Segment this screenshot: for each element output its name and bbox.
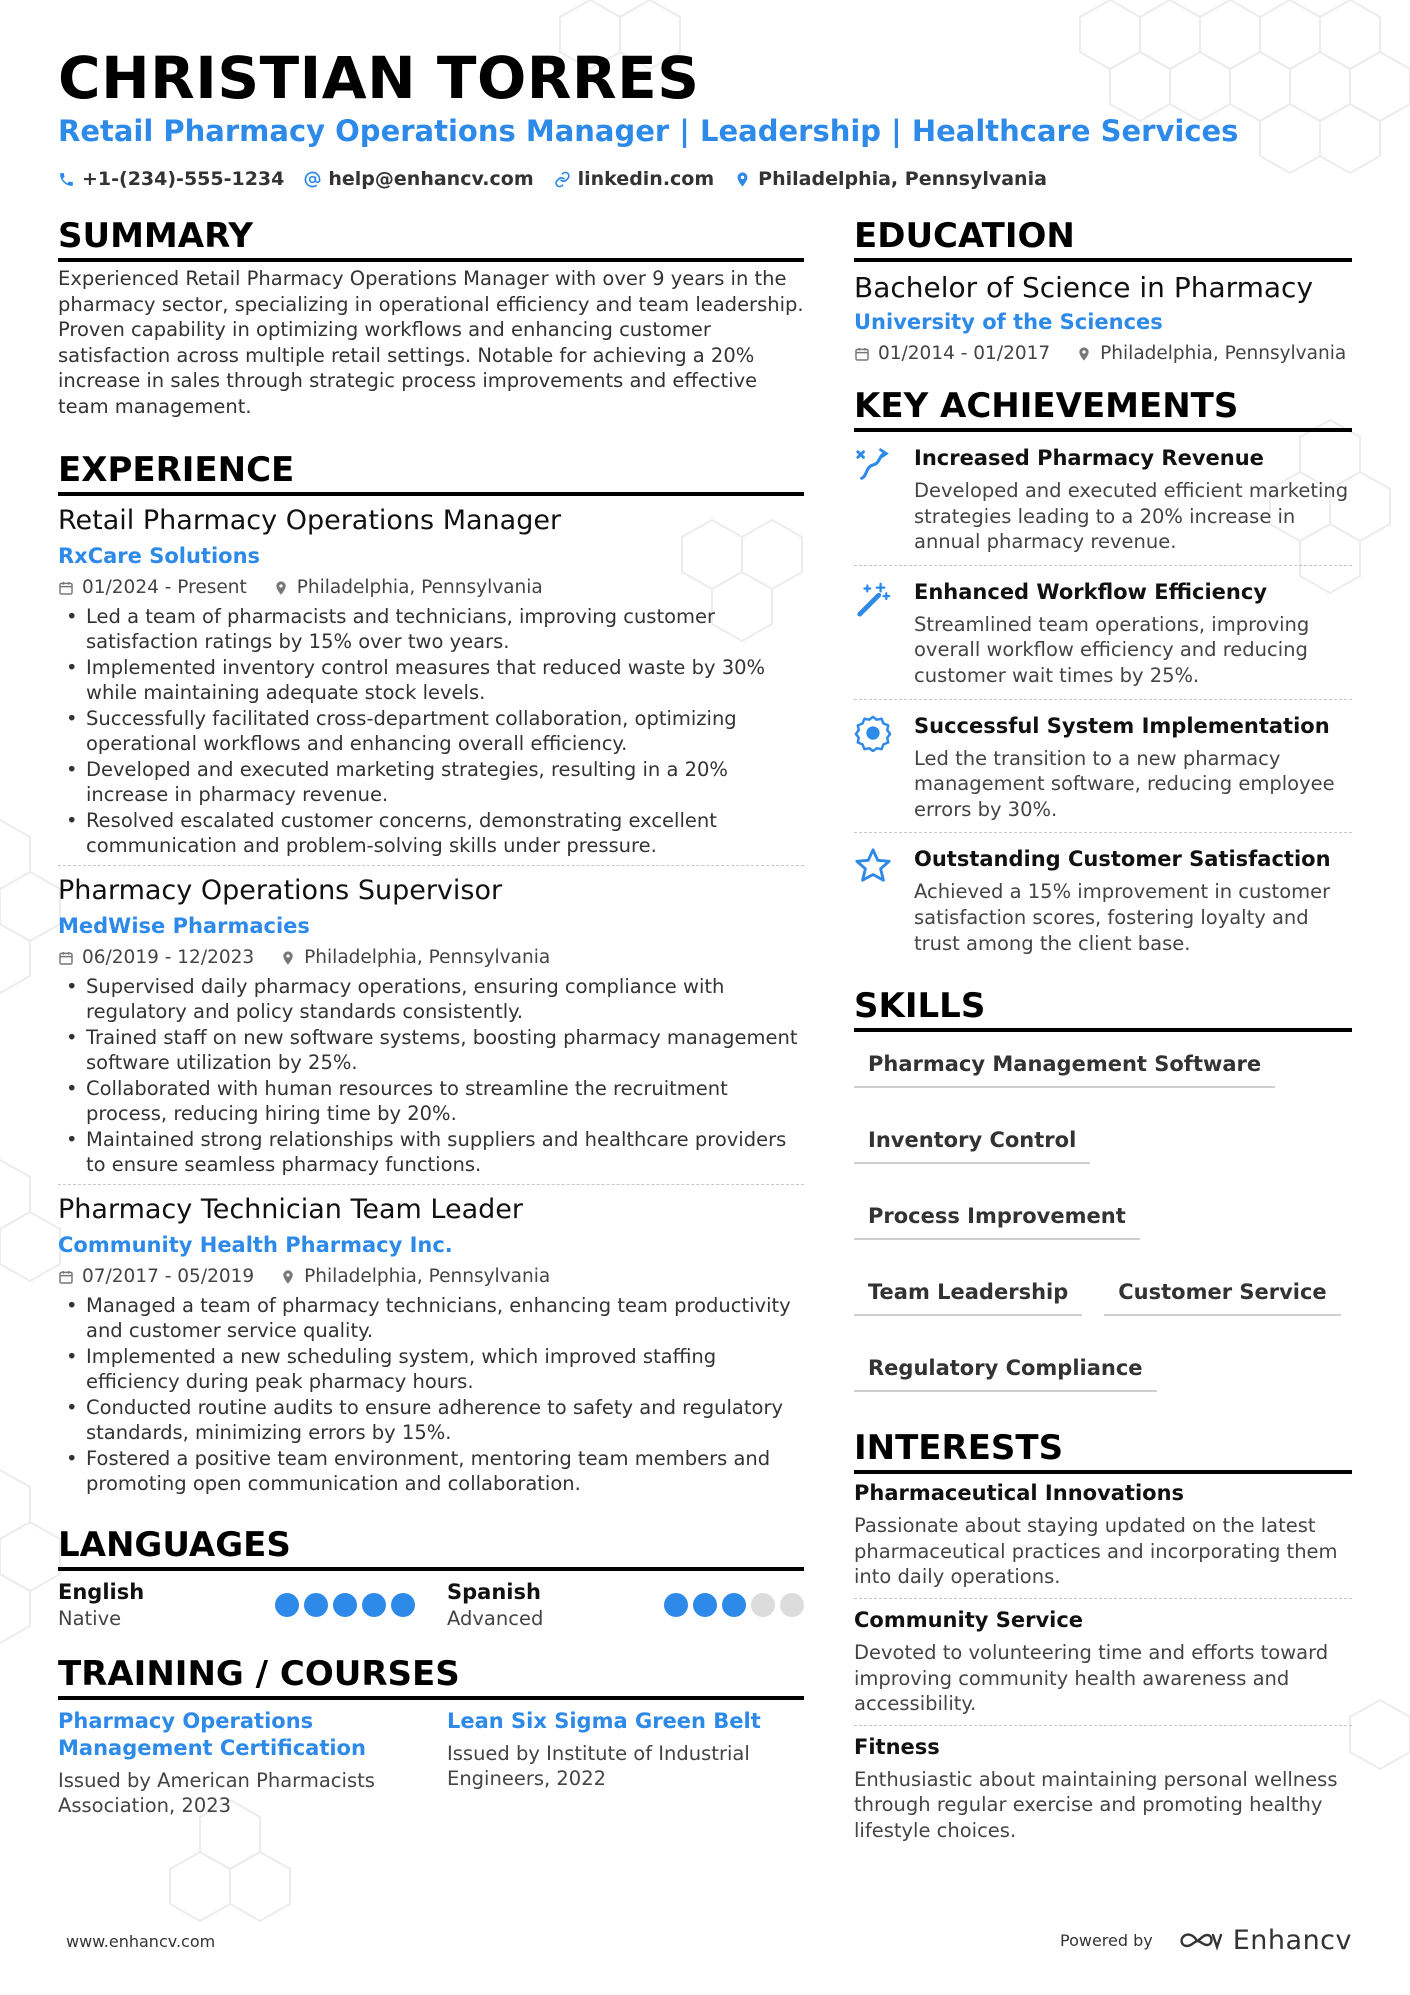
achievement-desc: Achieved a 15% improvement in customer satisfaction scores, fostering loyalty and trust among the client base.: [914, 880, 1331, 955]
brand-logo[interactable]: [1177, 1925, 1352, 1956]
footer-website[interactable]: www.enhancv.com: [66, 1932, 216, 1951]
job-bullets: [58, 1293, 804, 1497]
bullet-item: • Led a team of pharmacists and technicians, improving customer satisfaction ratings by 15% over two years.: [58, 604, 804, 655]
experience-heading: EXPERIENCE: [58, 450, 804, 496]
education-meta: [854, 342, 1352, 366]
achievements-heading: KEY ACHIEVEMENTS: [854, 386, 1352, 432]
achievement-icon-wrap: [854, 578, 896, 689]
skill-tag: Process Improvement: [854, 1196, 1140, 1240]
language-name: Spanish: [447, 1579, 541, 1604]
language-item: [447, 1579, 804, 1632]
calendar-icon: [854, 346, 870, 362]
award-badge-icon: [854, 714, 892, 752]
map-pin-icon: [734, 171, 751, 188]
star-icon: [854, 847, 892, 885]
education-dates: [854, 342, 1050, 366]
location-text: Philadelphia, Pennsylvania: [758, 168, 1047, 190]
rating-dot-filled: [664, 1593, 688, 1617]
phone-text: +1-(234)-555-1234: [82, 168, 285, 190]
map-pin-icon: [280, 1269, 296, 1285]
experience-entry: [58, 504, 804, 866]
bullet-item: • Maintained strong relationships with suppliers and healthcare providers to ensure seamless pharmacy functions.: [58, 1127, 804, 1178]
interests-heading: INTERESTS: [854, 1428, 1352, 1474]
rating-dot-filled: [722, 1593, 746, 1617]
interest-title: Community Service: [854, 1607, 1084, 1632]
languages-list: [58, 1579, 804, 1632]
contact-linkedin[interactable]: [554, 168, 715, 190]
skill-tag: Team Leadership: [854, 1272, 1082, 1316]
achievement-icon-wrap: [854, 444, 896, 555]
bullet-item: • Successfully facilitated cross-department collaboration, optimizing operational workflows and enhancing overall efficiency.: [58, 706, 804, 757]
bullet-item: • Managed a team of pharmacy technicians, enhancing team productivity and customer service quality.: [58, 1293, 804, 1344]
map-pin-icon: [280, 950, 296, 966]
education-heading: EDUCATION: [854, 216, 1352, 262]
bullet-item: • Supervised daily pharmacy operations, ensuring compliance with regulatory and policy standards consistently.: [58, 974, 804, 1025]
bullet-item: • Fostered a positive team environment, mentoring team members and promoting open communication and collaboration.: [58, 1446, 804, 1497]
experience-entry: [58, 1193, 804, 1503]
calendar-icon: [58, 950, 74, 966]
at-sign-icon: [304, 171, 321, 188]
bullet-item: • Developed and executed marketing strategies, resulting in a 20% increase in pharmacy revenue.: [58, 757, 804, 808]
rating-dot-empty: [780, 1593, 804, 1617]
company-name: RxCare Solutions: [58, 543, 261, 568]
rating-dot-empty: [751, 1593, 775, 1617]
job-meta: [58, 946, 804, 970]
interest-item: [854, 1474, 1352, 1599]
contact-bar: [58, 168, 1047, 190]
left-column: [58, 216, 804, 1819]
skills-section: [854, 986, 1352, 1392]
achievement-item: [854, 833, 1352, 966]
language-rating: [275, 1593, 415, 1617]
interest-item: [854, 1726, 1352, 1852]
language-level: Native: [58, 1606, 122, 1630]
rating-dot-filled: [693, 1593, 717, 1617]
footer-branding: [1060, 1925, 1352, 1956]
bullet-item: • Resolved escalated customer concerns, demonstrating excellent communication and problem-solving skills under pressure.: [58, 808, 804, 859]
job-meta: [58, 576, 804, 600]
rating-dot-filled: [304, 1593, 328, 1617]
achievement-icon-wrap: [854, 845, 896, 956]
achievement-desc: Streamlined team operations, improving overall workflow efficiency and reducing customer wait times by 25%.: [914, 612, 1310, 687]
job-meta: [58, 1265, 804, 1289]
achievement-title: Outstanding Customer Satisfaction: [914, 847, 1331, 872]
magic-wand-icon: [854, 580, 892, 618]
summary-text: Experienced Retail Pharmacy Operations Manager with over 9 years in the pharmacy sector, specializing in operational efficiency and team leadership. Proven capability in optimizing workflows and enhancing customer satisfaction across multiple retail settings. Notable for achieving a 20% increase in sales through strategic process improvements and effective team management.: [58, 267, 804, 418]
job-dates-text: 06/2019 - 12/2023: [82, 946, 255, 968]
courses-list: [58, 1708, 804, 1819]
job-location: [280, 1265, 550, 1289]
rating-dot-filled: [333, 1593, 357, 1617]
job-bullets: [58, 974, 804, 1178]
interest-title: Pharmaceutical Innovations: [854, 1481, 1185, 1506]
language-name: English: [58, 1579, 145, 1604]
skills-heading: SKILLS: [854, 986, 1352, 1032]
achievements-section: [854, 386, 1352, 966]
route-icon: [854, 446, 892, 484]
job-title: Pharmacy Technician Team Leader: [58, 1193, 524, 1225]
interest-desc: Passionate about staying updated on the latest pharmaceutical practices and incorporating them into daily operations.: [854, 1514, 1338, 1589]
job-location: [280, 946, 550, 970]
course-issuer: Issued by American Pharmacists Association, 2023: [58, 1768, 375, 1818]
rating-dot-filled: [391, 1593, 415, 1617]
language-item: [58, 1579, 415, 1632]
candidate-name: CHRISTIAN TORRES: [58, 44, 700, 112]
interests-section: [854, 1428, 1352, 1851]
brand-name: Enhancv: [1232, 1925, 1352, 1956]
bullet-item: • Collaborated with human resources to streamline the recruitment process, reducing hiring time by 20%.: [58, 1076, 804, 1127]
achievement-item: [854, 432, 1352, 566]
interest-item: [854, 1599, 1352, 1726]
phone-icon: [58, 171, 75, 188]
job-bullets: [58, 604, 804, 859]
bullet-item: • Implemented inventory control measures that reduced waste by 30% while maintaining adequate stock levels.: [58, 655, 804, 706]
company-name: MedWise Pharmacies: [58, 913, 310, 938]
calendar-icon: [58, 580, 74, 596]
achievement-icon-wrap: [854, 712, 896, 823]
course-item: [58, 1708, 415, 1819]
job-dates: [58, 576, 247, 600]
achievement-title: Increased Pharmacy Revenue: [914, 446, 1264, 470]
bullet-item: • Trained staff on new software systems, boosting pharmacy management software utilization by 25%.: [58, 1025, 804, 1076]
interest-title: Fitness: [854, 1734, 940, 1759]
rating-dot-filled: [362, 1593, 386, 1617]
rating-dot-filled: [275, 1593, 299, 1617]
achievement-item: [854, 566, 1352, 700]
enhancv-logo-icon: [1177, 1928, 1223, 1954]
course-title: Lean Six Sigma Green Belt: [447, 1708, 761, 1733]
course-title: Pharmacy Operations Management Certification: [58, 1708, 366, 1760]
achievement-title: Successful System Implementation: [914, 713, 1330, 738]
job-dates: [58, 1265, 254, 1289]
headline: Retail Pharmacy Operations Manager | Leadership | Healthcare Services: [58, 114, 1239, 148]
course-item: [447, 1708, 804, 1819]
job-location-text: Philadelphia, Pennsylvania: [304, 946, 551, 968]
job-dates: [58, 946, 254, 970]
job-location-text: Philadelphia, Pennsylvania: [304, 1265, 551, 1287]
bullet-item: • Implemented a new scheduling system, which improved staffing efficiency during peak pharmacy hours.: [58, 1344, 804, 1395]
course-issuer: Issued by Institute of Industrial Engineers, 2022: [447, 1741, 750, 1791]
summary-section: [58, 216, 804, 420]
school-name: University of the Sciences: [854, 310, 1163, 334]
job-dates-text: 07/2017 - 05/2019: [82, 1265, 255, 1287]
skill-tag: Inventory Control: [854, 1120, 1090, 1164]
languages-heading: LANGUAGES: [58, 1525, 804, 1571]
right-column: [854, 216, 1352, 1851]
experience-section: [58, 450, 804, 1503]
language-rating: [664, 1593, 804, 1617]
skills-list: [854, 1044, 1352, 1392]
job-title: Retail Pharmacy Operations Manager: [58, 504, 562, 536]
experience-entry: [58, 874, 804, 1185]
job-location: [273, 576, 543, 600]
map-pin-icon: [273, 580, 289, 596]
courses-heading: TRAINING / COURSES: [58, 1654, 804, 1700]
contact-location: [734, 168, 1047, 190]
education-location-text: Philadelphia, Pennsylvania: [1100, 343, 1347, 364]
interest-desc: Devoted to volunteering time and efforts toward improving community health awareness and accessibility.: [854, 1640, 1329, 1716]
degree-title: Bachelor of Science in Pharmacy: [854, 271, 1314, 304]
job-title: Pharmacy Operations Supervisor: [58, 874, 503, 906]
email-text: help@enhancv.com: [328, 168, 534, 190]
skill-tag: Regulatory Compliance: [854, 1348, 1157, 1392]
summary-heading: SUMMARY: [58, 216, 804, 262]
contact-phone[interactable]: [58, 168, 284, 190]
company-name: Community Health Pharmacy Inc.: [58, 1232, 453, 1257]
job-location-text: Philadelphia, Pennsylvania: [296, 576, 543, 598]
achievement-desc: Developed and executed efficient marketing strategies leading to a 20% increase in annual pharmacy revenue.: [914, 479, 1349, 554]
contact-email[interactable]: [304, 168, 533, 190]
achievement-desc: Led the transition to a new pharmacy management software, reducing employee errors by 30%.: [914, 746, 1335, 821]
achievement-title: Enhanced Workflow Efficiency: [914, 579, 1268, 604]
courses-section: [58, 1654, 804, 1819]
skill-tag: Customer Service: [1104, 1272, 1340, 1316]
education-location: [1076, 342, 1346, 366]
map-pin-icon: [1076, 346, 1092, 362]
education-section: [854, 216, 1352, 366]
bullet-item: • Conducted routine audits to ensure adherence to safety and regulatory standards, minimizing errors by 15%.: [58, 1395, 804, 1446]
languages-section: [58, 1525, 804, 1632]
achievement-item: [854, 700, 1352, 834]
calendar-icon: [58, 1269, 74, 1285]
powered-by-text: Powered by: [1060, 1931, 1153, 1950]
job-dates-text: 01/2024 - Present: [82, 576, 247, 598]
linkedin-text: linkedin.com: [577, 168, 715, 190]
link-icon: [554, 171, 571, 188]
skill-tag: Pharmacy Management Software: [854, 1044, 1275, 1088]
education-dates-text: 01/2014 - 01/2017: [878, 343, 1051, 364]
language-level: Advanced: [447, 1606, 544, 1630]
interest-desc: Enthusiastic about maintaining personal wellness through regular exercise and promoting healthy lifestyle choices.: [854, 1767, 1338, 1842]
